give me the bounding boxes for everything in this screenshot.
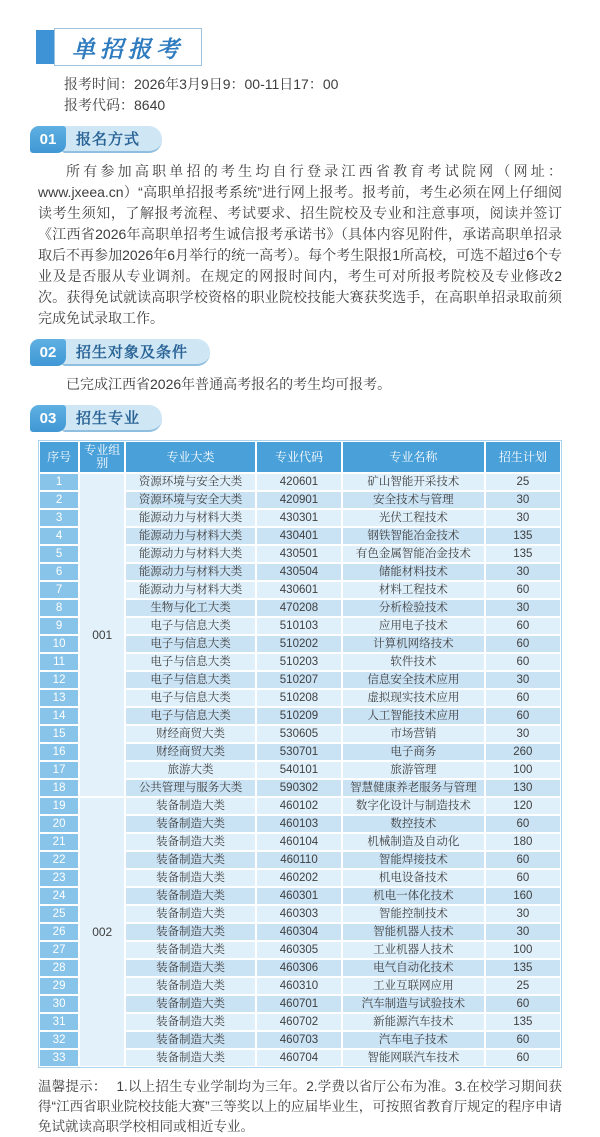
major-name: 智慧健康养老服务与管理	[342, 779, 485, 797]
major-code: 420601	[256, 473, 342, 491]
apply-code-label: 报考代码：	[64, 97, 134, 113]
major-name: 机电一体化技术	[342, 887, 485, 905]
group-cell: 001	[79, 473, 125, 797]
enroll-plan: 25	[485, 977, 561, 995]
major-name: 软件技术	[342, 653, 485, 671]
major-name: 储能材料技术	[342, 563, 485, 581]
enroll-plan: 30	[485, 563, 561, 581]
row-number: 27	[39, 941, 79, 959]
major-name: 虚拟现实技术应用	[342, 689, 485, 707]
major-name: 工业机器人技术	[342, 941, 485, 959]
enroll-plan: 135	[485, 545, 561, 563]
major-category: 电子与信息大类	[125, 653, 256, 671]
page-title-box	[54, 28, 202, 66]
enroll-plan: 120	[485, 797, 561, 815]
major-category: 装备制造大类	[125, 851, 256, 869]
major-category: 电子与信息大类	[125, 671, 256, 689]
major-code: 460310	[256, 977, 342, 995]
enroll-plan: 60	[485, 689, 561, 707]
major-category: 资源环境与安全大类	[125, 491, 256, 509]
major-category: 能源动力与材料大类	[125, 563, 256, 581]
major-code: 460306	[256, 959, 342, 977]
row-number: 10	[39, 635, 79, 653]
row-number: 21	[39, 833, 79, 851]
row-number: 24	[39, 887, 79, 905]
enroll-plan: 100	[485, 941, 561, 959]
enroll-plan: 60	[485, 707, 561, 725]
major-name: 电气自动化技术	[342, 959, 485, 977]
major-code: 430301	[256, 509, 342, 527]
row-number: 12	[39, 671, 79, 689]
major-name: 计算机网络技术	[342, 635, 485, 653]
apply-time-label: 报考时间：	[64, 76, 134, 92]
major-name: 安全技术与管理	[342, 491, 485, 509]
major-name: 数控技术	[342, 815, 485, 833]
major-code: 430504	[256, 563, 342, 581]
major-category: 财经商贸大类	[125, 743, 256, 761]
major-category: 电子与信息大类	[125, 635, 256, 653]
enroll-plan: 30	[485, 923, 561, 941]
major-code: 460703	[256, 1031, 342, 1049]
section-number-badge: 01	[30, 126, 66, 153]
apply-info	[64, 74, 562, 116]
major-code: 510203	[256, 653, 342, 671]
row-number: 3	[39, 509, 79, 527]
enroll-plan: 60	[485, 1031, 561, 1049]
major-code: 430501	[256, 545, 342, 563]
enroll-plan: 60	[485, 653, 561, 671]
major-code: 530701	[256, 743, 342, 761]
row-number: 1	[39, 473, 79, 491]
enroll-plan: 130	[485, 779, 561, 797]
section-title: 报名方式	[62, 126, 162, 153]
enroll-plan: 260	[485, 743, 561, 761]
major-category: 装备制造大类	[125, 923, 256, 941]
enroll-plan: 60	[485, 617, 561, 635]
major-category: 资源环境与安全大类	[125, 473, 256, 491]
enroll-plan: 180	[485, 833, 561, 851]
major-category: 能源动力与材料大类	[125, 581, 256, 599]
major-name: 信息安全技术应用	[342, 671, 485, 689]
row-number: 29	[39, 977, 79, 995]
enroll-plan: 25	[485, 473, 561, 491]
major-category: 能源动力与材料大类	[125, 527, 256, 545]
major-code: 460103	[256, 815, 342, 833]
major-name: 机械制造及自动化	[342, 833, 485, 851]
major-name: 智能焊接技术	[342, 851, 485, 869]
enroll-plan: 135	[485, 527, 561, 545]
col-header-no: 序号	[39, 441, 79, 473]
enroll-plan: 30	[485, 725, 561, 743]
major-name: 电子商务	[342, 743, 485, 761]
table-header-row	[39, 441, 561, 473]
major-name: 旅游管理	[342, 761, 485, 779]
major-name: 工业互联网应用	[342, 977, 485, 995]
row-number: 30	[39, 995, 79, 1013]
col-header-name: 专业名称	[342, 441, 485, 473]
major-code: 460202	[256, 869, 342, 887]
major-category: 装备制造大类	[125, 1049, 256, 1067]
enroll-plan: 30	[485, 599, 561, 617]
major-category: 财经商贸大类	[125, 725, 256, 743]
major-name: 材料工程技术	[342, 581, 485, 599]
enroll-plan: 135	[485, 1013, 561, 1031]
enroll-plan: 30	[485, 671, 561, 689]
apply-code-line	[64, 95, 562, 116]
enroll-plan: 60	[485, 995, 561, 1013]
major-category: 装备制造大类	[125, 941, 256, 959]
major-category: 电子与信息大类	[125, 617, 256, 635]
major-category: 电子与信息大类	[125, 707, 256, 725]
enroll-plan: 135	[485, 959, 561, 977]
major-code: 540101	[256, 761, 342, 779]
major-category: 装备制造大类	[125, 1013, 256, 1031]
major-code: 460305	[256, 941, 342, 959]
major-code: 420901	[256, 491, 342, 509]
row-number: 31	[39, 1013, 79, 1031]
footer-note-body: 1.以上招生专业学制均为三年。2.学费以省厅公布为准。3.在校学习期间获得“江西省职业院校技能大赛”三等奖以上的应届毕业生，可按照省教育厅规定的程序申请免试就读高职学校相同或相近专业。	[38, 1079, 562, 1134]
apply-code-value: 8640	[134, 97, 166, 113]
major-name: 汽车制造与试验技术	[342, 995, 485, 1013]
major-code: 510202	[256, 635, 342, 653]
major-category: 装备制造大类	[125, 1031, 256, 1049]
row-number: 32	[39, 1031, 79, 1049]
major-code: 530605	[256, 725, 342, 743]
row-number: 11	[39, 653, 79, 671]
row-number: 15	[39, 725, 79, 743]
row-number: 28	[39, 959, 79, 977]
row-number: 8	[39, 599, 79, 617]
page-title: 单招报考	[72, 35, 184, 63]
major-name: 市场营销	[342, 725, 485, 743]
major-name: 新能源汽车技术	[342, 1013, 485, 1031]
major-code: 460702	[256, 1013, 342, 1031]
majors-table	[39, 441, 561, 1067]
enroll-plan: 30	[485, 905, 561, 923]
row-number: 22	[39, 851, 79, 869]
major-name: 钢铁智能冶金技术	[342, 527, 485, 545]
table-row	[39, 797, 561, 815]
major-name: 汽车电子技术	[342, 1031, 485, 1049]
row-number: 26	[39, 923, 79, 941]
major-name: 矿山智能开采技术	[342, 473, 485, 491]
major-category: 装备制造大类	[125, 797, 256, 815]
footer-note-label: 温馨提示：	[38, 1079, 107, 1094]
col-header-plan: 招生计划	[485, 441, 561, 473]
major-code: 460704	[256, 1049, 342, 1067]
major-category: 公共管理与服务大类	[125, 779, 256, 797]
footer-note	[38, 1077, 562, 1137]
row-number: 33	[39, 1049, 79, 1067]
row-number: 17	[39, 761, 79, 779]
major-name: 智能网联汽车技术	[342, 1049, 485, 1067]
enroll-plan: 30	[485, 491, 561, 509]
apply-time-value: 2026年3月9日9：00-11日17：00	[134, 76, 339, 92]
major-code: 510207	[256, 671, 342, 689]
major-category: 装备制造大类	[125, 995, 256, 1013]
major-name: 分析检验技术	[342, 599, 485, 617]
row-number: 16	[39, 743, 79, 761]
row-number: 9	[39, 617, 79, 635]
enroll-plan: 60	[485, 815, 561, 833]
row-number: 19	[39, 797, 79, 815]
major-name: 应用电子技术	[342, 617, 485, 635]
enroll-plan: 60	[485, 635, 561, 653]
row-number: 2	[39, 491, 79, 509]
section-number-badge: 02	[30, 339, 66, 366]
major-category: 装备制造大类	[125, 833, 256, 851]
major-category: 装备制造大类	[125, 977, 256, 995]
major-code: 430601	[256, 581, 342, 599]
enroll-plan: 30	[485, 509, 561, 527]
major-name: 机电设备技术	[342, 869, 485, 887]
major-code: 460104	[256, 833, 342, 851]
col-header-group: 专业组别	[79, 441, 125, 473]
major-category: 电子与信息大类	[125, 689, 256, 707]
registration-paragraph: 所有参加高职单招的考生均自行登录江西省教育考试院网（网址：www.jxeea.cn）“高职单招报考系统”进行网上报考。报考前，考生必须在网上仔细阅读考生须知，了解报考流程、考试要求、招生院校及专业和注意事项，阅读并签订《江西省2026年高职单招考生诚信报考承诺书》（具体内容见附件，承诺高职单招录取后不再参加2026年6月举行的统一高考）。每个考生限报1所高校，可选不超过6个专业及是否服从专业调剂。在规定的网报时间内，考生可对所报考院校及专业修改2次。获得免试就读高职学校资格的职业院校技能大赛获奖选手，在高职单招录取前须完成免试录取工作。	[38, 163, 562, 326]
major-category: 装备制造大类	[125, 959, 256, 977]
enroll-plan: 60	[485, 1049, 561, 1067]
major-category: 生物与化工大类	[125, 599, 256, 617]
major-code: 460301	[256, 887, 342, 905]
major-name: 人工智能技术应用	[342, 707, 485, 725]
major-name: 智能控制技术	[342, 905, 485, 923]
major-category: 能源动力与材料大类	[125, 545, 256, 563]
major-category: 旅游大类	[125, 761, 256, 779]
enroll-plan: 60	[485, 581, 561, 599]
row-number: 6	[39, 563, 79, 581]
major-code: 470208	[256, 599, 342, 617]
major-name: 智能机器人技术	[342, 923, 485, 941]
row-number: 18	[39, 779, 79, 797]
table-row	[39, 473, 561, 491]
row-number: 25	[39, 905, 79, 923]
major-code: 460304	[256, 923, 342, 941]
row-number: 5	[39, 545, 79, 563]
major-code: 460110	[256, 851, 342, 869]
major-code: 460303	[256, 905, 342, 923]
major-code: 510208	[256, 689, 342, 707]
enroll-plan: 100	[485, 761, 561, 779]
major-code: 460102	[256, 797, 342, 815]
row-number: 4	[39, 527, 79, 545]
eligibility-paragraph: 已完成江西省2026年普通高考报名的考生均可报考。	[66, 376, 392, 392]
major-code: 590302	[256, 779, 342, 797]
section-title: 招生对象及条件	[62, 339, 210, 366]
row-number: 20	[39, 815, 79, 833]
section-header-eligibility	[30, 339, 562, 366]
enroll-plan: 160	[485, 887, 561, 905]
major-category: 装备制造大类	[125, 869, 256, 887]
major-code: 510209	[256, 707, 342, 725]
major-category: 装备制造大类	[125, 887, 256, 905]
major-category: 装备制造大类	[125, 815, 256, 833]
major-name: 数字化设计与制造技术	[342, 797, 485, 815]
row-number: 14	[39, 707, 79, 725]
major-code: 460701	[256, 995, 342, 1013]
section-header-registration	[30, 126, 562, 153]
row-number: 7	[39, 581, 79, 599]
section-number-badge: 03	[30, 405, 66, 432]
doc-header	[38, 28, 562, 68]
enroll-plan: 60	[485, 869, 561, 887]
col-header-category: 专业大类	[125, 441, 256, 473]
section-header-majors	[30, 405, 562, 432]
major-category: 能源动力与材料大类	[125, 509, 256, 527]
col-header-code: 专业代码	[256, 441, 342, 473]
majors-table-wrap	[38, 440, 562, 1068]
row-number: 13	[39, 689, 79, 707]
section-title: 招生专业	[62, 405, 162, 432]
major-code: 430401	[256, 527, 342, 545]
group-cell: 002	[79, 797, 125, 1067]
major-code: 510103	[256, 617, 342, 635]
major-category: 装备制造大类	[125, 905, 256, 923]
major-name: 有色金属智能冶金技术	[342, 545, 485, 563]
major-name: 光伏工程技术	[342, 509, 485, 527]
enroll-plan: 60	[485, 851, 561, 869]
apply-time-line	[64, 74, 562, 95]
row-number: 23	[39, 869, 79, 887]
